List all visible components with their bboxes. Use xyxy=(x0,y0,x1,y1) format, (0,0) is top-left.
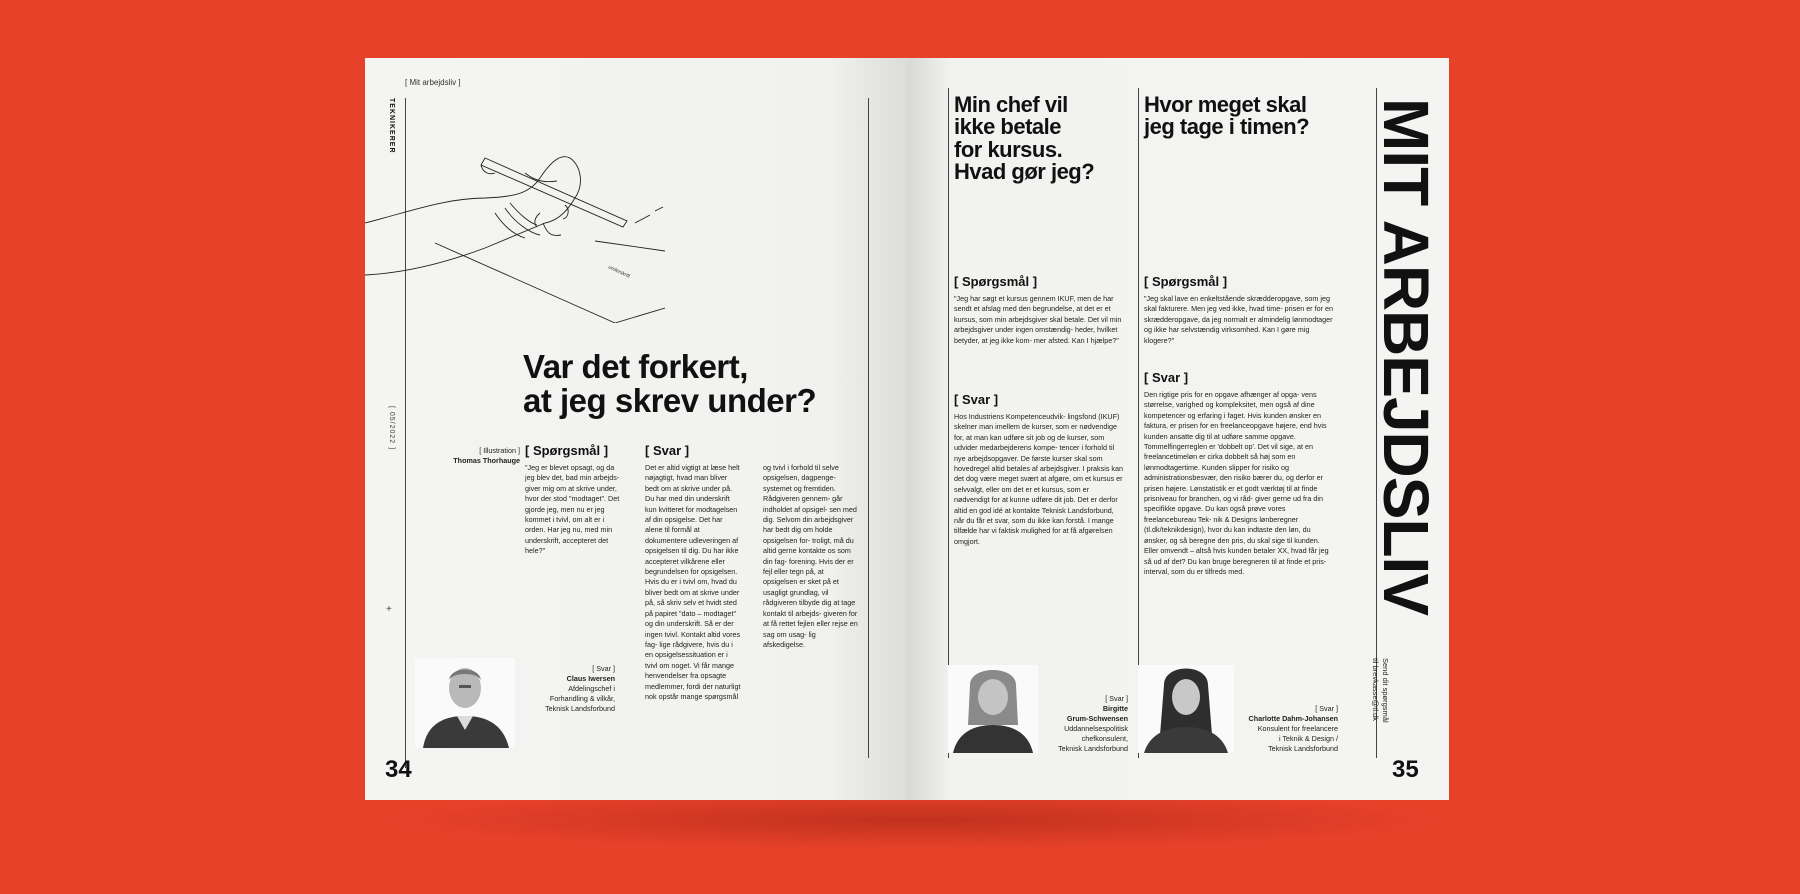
col2-headline-1: Hvor meget skal xyxy=(1144,92,1307,117)
col1-question-heading: [ Spørgsmål ] xyxy=(954,274,1038,289)
col1-answerer-title-2: chefkonsulent, xyxy=(1081,734,1128,743)
col2-answerer-title-1: Konsulent for freelancere xyxy=(1257,724,1338,733)
col2-question-text: "Jeg skal lave en enkeltstående skrædderopgave, som jeg skal fakturere. Men jeg ved ikke, hvad time- prisen er for en skrædderopgave, da jeg normalt er almindelig lønmodtager og ikke har selvstændig virksomhed. Kan I gøre mig klogere?" xyxy=(1144,294,1333,345)
col1-headline-1: Min chef vil xyxy=(954,92,1068,117)
col2-question-heading: [ Spørgsmål ] xyxy=(1144,274,1228,289)
answer-heading: [ Svar ] xyxy=(645,443,690,458)
illustration-label: [ Illustration ] xyxy=(479,446,520,455)
col1-answerer-title-1: Uddannelsespolitisk xyxy=(1064,724,1128,733)
col2-answerer-label: [ Svar ] xyxy=(1315,704,1338,713)
col2-headline xyxy=(1144,94,1309,139)
answer-column-2: og tvivl i forhold til selve opsigelsen, dagpenge- systemet og fremtiden. Rådgiveren gennem- går indholdet af opsigel- sen med dig. Selvom din arbejdsgiver har bedt dig om holde opsigelsen for- troligt, må du altid gerne kontakte os som din fag- forening. Hvis der er fejl eller tegn på, at opsigelsen er sket på et usagligt grundlag, vil rådgiveren tilbyde dig at tage kontakt til arbejds- giveren for at få rettet fejlen eller rejse en sag om usag- lig afskedigelse. xyxy=(763,463,858,649)
plus-mark: + xyxy=(386,604,392,615)
col2-answerer-title-2: i Teknik & Design / xyxy=(1279,734,1338,743)
col1-answerer-name-1: Birgitte xyxy=(1102,704,1128,713)
col2-answer-text: Den rigtige pris for en opgave afhænger af opga- vens størrelse, varighed og kompleksitet, men også af dine kompetencer og erfaring i faget. Hvis kunden ønsker en faktura, er prisen for en freelanceopgave højere, end hvis kunden ansatte dig til at udføre samme opgave. Tommelfingerreglen er 'dobbelt op'. Det vil sige, at en freelancetimeløn er cirka dobbelt så høj som en lønmodtagertime. Kunden slipper for risiko og administrationsbesvær, den risiko bærer du, og derfor er prisen højere. Lønstatistik er et godt værktøj til at finde prisniveau for branchen, og vi råd- giver gerne ud fra din specifikke opgave. Du kan også prøve vores freelancebureau Tek- nik & Designs lønberegner (tl.dk/teknikdesign), hvor du kan indtaste den løn, du ønsker, og så beregne den pris, du skal sige til kunden. Eller omvendt – altså hvis kunden betaler XX, hvad får jeg så ud af det? Du kan bruge beregneren til at finde et pris- interval, som du er tilfreds med. xyxy=(1144,390,1329,576)
left-headline-line1: Var det forkert, xyxy=(523,348,748,385)
col2-answer-heading: [ Svar ] xyxy=(1144,370,1189,385)
right-margin-rule xyxy=(868,98,869,758)
col2-answerer-name: Charlotte Dahm-Johansen xyxy=(1248,714,1338,723)
answerer-title-3: Teknisk Landsforbund xyxy=(545,704,615,713)
sketch-note: underskrift xyxy=(607,264,631,280)
answerer-title-2: Forhandling & vilkår, xyxy=(549,694,615,703)
left-page xyxy=(365,58,908,800)
vertical-tag: TEKNIKERER xyxy=(388,98,395,154)
answerer-label: [ Svar ] xyxy=(592,664,615,673)
answer-column-1: Det er altid vigtigt at læse helt nøjagtigt, hvad man bliver bedt om at skrive under på. Du har med din underskrift kun kvitteret for modtagelsen af din opsigelse. Det har alene til formål at dokumentere udleveringen af opsigelsen til dig. Du har ikke accepteret vilkårene eller begrundelsen for opsigelsen. Hvis du er i tvivl om, hvad du bliver bedt om at skrive under på, så skriv selv et hvidt sted på papiret "dato – modtaget" og din underskrift. Så er der ingen tvivl. Kontakt altid vores fag- lige rådgivere, hvis du i en opsigelsessituation er i tvivl om noget. Vi får mange henvendelser fra opsagte medlemmer, fordi der naturligt nok opstår mange spørgsmål xyxy=(645,463,741,701)
answerer-title-1: Afdelingschef i xyxy=(568,684,615,693)
portrait-image xyxy=(948,665,1038,753)
col1-headline xyxy=(954,94,1094,184)
vertical-section-title: MIT ARBEJDSLIV xyxy=(1370,98,1442,615)
issue-number: [ 05/2022 ] xyxy=(388,406,395,451)
send-question-line-2: til brevkasse@tl.dk xyxy=(1371,658,1380,722)
left-headline-line2: at jeg skrev under? xyxy=(523,381,817,419)
col2-answerer-credit xyxy=(1208,704,1338,754)
answerer-credit xyxy=(520,664,615,714)
left-headline xyxy=(523,350,816,417)
question-text: "Jeg er blevet opsagt, og da jeg blev det, bad min arbejds- giver mig om at skrive under, hvor der stod "modtaget". Det gjorde jeg, men nu er jeg kommet i tvivl, om alt er i orden. Har jeg nu, med min underskrift, accepteret det hele?" xyxy=(525,463,620,556)
portrait-image xyxy=(415,658,515,748)
col1-answerer-credit xyxy=(1028,694,1128,754)
send-question-note xyxy=(1370,658,1390,723)
col1-headline-4: Hvad gør jeg? xyxy=(954,159,1095,185)
question-heading: [ Spørgsmål ] xyxy=(525,443,609,458)
col1-answer-text: Hos Industriens Kompetenceudvik- lingsfond (IKUF) skelner man imellem de kurser, som er nødvendige for, at man kan udføre sit job og de kurser, som udvider medarbejderens kompe- tencer i forhold til nye arbejdsopgaver. De første kurser skal som hovedregel altid betales af arbejdsgiver. I praksis kan det dog være meget svært at afgøre, om et kursus er selvvalgt, eller om det er et kursus, som er nødvendigt for at kunne udføre dit job. Det er derfor altid en god idé at kontakte Teknisk Landsforbund, når du får et svar, som du ikke kan forstå. I mange tilfælde har vi faktisk mulighed for at få afgørelsen omgjort. xyxy=(954,412,1124,546)
send-question-line-1: Send dit spørgsmål xyxy=(1381,658,1390,723)
claus-iwersen-photo xyxy=(415,658,515,748)
birgitte-photo xyxy=(948,665,1038,753)
col1-question-text: "Jeg har søgt et kursus gennem IKUF, men de har sendt et afslag med den begrundelse, at det er et kursus, som min arbejdsgiver skal betale. Det vil min arbejdsgiver under ingen omstændig- heder, hvilket betyder, at jeg ikke kom- mer afsted. Kan I hjælpe?" xyxy=(954,294,1122,345)
right-page xyxy=(908,58,1449,800)
col2-rule xyxy=(1138,88,1139,758)
section-tag: [ Mit arbejdsliv ] xyxy=(405,78,461,87)
col2-headline-2: jeg tage i timen? xyxy=(1144,114,1310,140)
col1-headline-3: for kursus. xyxy=(954,136,1063,162)
illustration-credit-name: Thomas Thorhauge xyxy=(453,456,520,465)
page-number-right: 35 xyxy=(1392,756,1419,783)
col1-answerer-title-3: Teknisk Landsforbund xyxy=(1058,744,1128,753)
col1-answer-heading: [ Svar ] xyxy=(954,392,999,407)
illustration-credit xyxy=(425,446,520,466)
hand-signing-illustration xyxy=(365,153,665,323)
col1-answerer-name-2: Grum-Schwensen xyxy=(1066,714,1128,723)
page-number-left: 34 xyxy=(385,756,412,783)
col1-headline-2: ikke betale xyxy=(954,114,1062,140)
col2-answerer-title-3: Teknisk Landsforbund xyxy=(1268,744,1338,753)
col1-answerer-label: [ Svar ] xyxy=(1105,694,1128,703)
answerer-name: Claus Iwersen xyxy=(566,674,615,683)
col1-rule xyxy=(948,88,949,758)
